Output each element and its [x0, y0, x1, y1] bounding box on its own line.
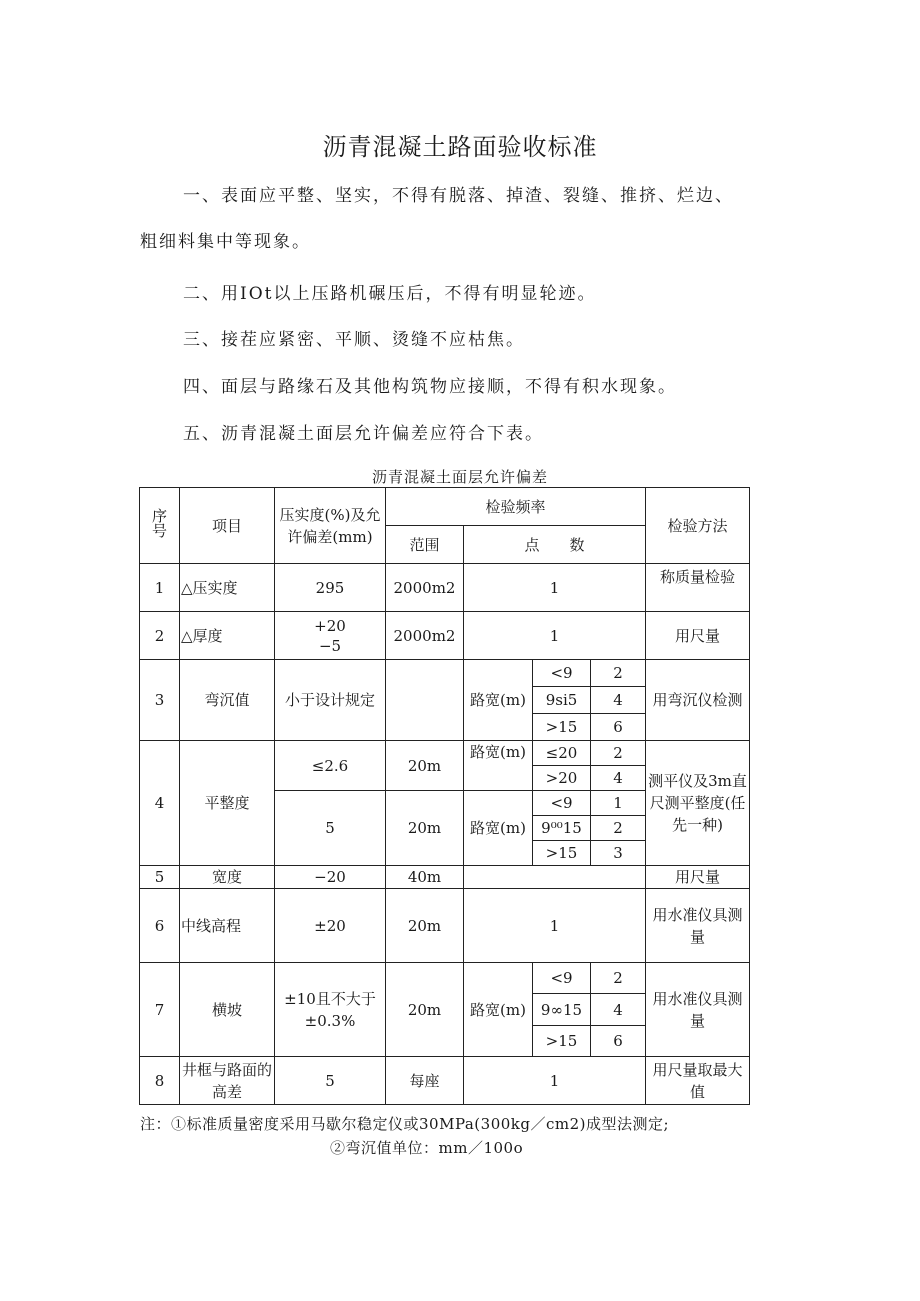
- cell-width-label: 路宽(m): [464, 660, 533, 741]
- cell-method: 用水准仪具测量: [646, 963, 750, 1057]
- cell-count: 4: [591, 687, 646, 714]
- cell-seq: 4: [140, 741, 180, 866]
- cell-item: 横坡: [180, 963, 275, 1057]
- cell-method: 用尺量: [646, 612, 750, 660]
- cell-count: 2: [591, 816, 646, 841]
- table-caption: 沥青混凝土面层允许偏差: [371, 468, 548, 486]
- table-row: [140, 564, 750, 612]
- cell-seq: 1: [140, 564, 180, 612]
- cell-method: 用水准仪具测量: [646, 889, 750, 963]
- cell-count: 4: [591, 766, 646, 791]
- note-2: ②弯沉值单位：mm／100o: [330, 1139, 524, 1157]
- item-1-line-1: 一、表面应平整、坚实，不得有脱落、掉渣、裂缝、推挤、烂边、: [183, 186, 734, 206]
- cell-tolerance: ±20: [275, 889, 386, 963]
- cell-points: 1: [464, 1057, 646, 1105]
- cell-width: >20: [533, 766, 591, 791]
- cell-count: 1: [591, 791, 646, 816]
- cell-width: 9si5: [533, 687, 591, 714]
- cell-item: 井框与路面的高差: [180, 1057, 275, 1105]
- page-title: 沥青混凝土路面验收标准: [322, 133, 598, 161]
- cell-width: <9: [533, 660, 591, 687]
- cell-width-label: 路宽(m): [464, 791, 533, 866]
- cell-seq: 3: [140, 660, 180, 741]
- tolerance-minus: −5: [318, 636, 342, 655]
- cell-tolerance: ±10且不大于±0.3%: [275, 963, 386, 1057]
- cell-seq: 8: [140, 1057, 180, 1105]
- cell-tolerance: 5: [275, 1057, 386, 1105]
- cell-points: 1: [464, 889, 646, 963]
- header-range: 范围: [386, 526, 464, 564]
- cell-range: 每座: [386, 1057, 464, 1105]
- cell-method: 用尺量取最大值: [646, 1057, 750, 1105]
- cell-tolerance: 5: [275, 791, 386, 866]
- item-3: 三、接茬应紧密、平顺、烫缝不应枯焦。: [183, 330, 525, 350]
- cell-points: 1: [464, 612, 646, 660]
- tolerance-table: [139, 487, 750, 1105]
- cell-count: 6: [591, 714, 646, 741]
- table-row: [140, 660, 750, 687]
- header-item: 项目: [180, 488, 275, 564]
- cell-count: 2: [591, 660, 646, 687]
- item-1: [140, 185, 790, 253]
- cell-item: 弯沉值: [180, 660, 275, 741]
- cell-item: 平整度: [180, 741, 275, 866]
- cell-width: <9: [533, 791, 591, 816]
- cell-method: 称质量检验: [646, 564, 750, 612]
- cell-method: 用弯沉仪检测: [646, 660, 750, 741]
- cell-range: 20m: [386, 741, 464, 791]
- cell-tolerance: −20: [275, 866, 386, 889]
- item-4: 四、面层与路缘石及其他构筑物应接顺，不得有积水现象。: [183, 377, 677, 397]
- header-seq: 序号: [140, 488, 180, 564]
- header-row: [140, 488, 750, 526]
- table-row: [140, 1057, 750, 1105]
- cell-range: 2000m2: [386, 612, 464, 660]
- cell-width: >15: [533, 1026, 591, 1057]
- cell-tolerance: 295: [275, 564, 386, 612]
- cell-range: 20m: [386, 889, 464, 963]
- cell-count: 6: [591, 1026, 646, 1057]
- item-5: 五、沥青混凝土面层允许偏差应符合下表。: [183, 424, 544, 444]
- cell-range: 20m: [386, 791, 464, 866]
- header-tolerance: 压实度(%)及允许偏差(mm): [275, 488, 386, 564]
- cell-width: >15: [533, 714, 591, 741]
- header-frequency: 检验频率: [386, 488, 646, 526]
- cell-range: 40m: [386, 866, 464, 889]
- header-method: 检验方法: [646, 488, 750, 564]
- cell-method: 测平仪及3m直尺测平整度(任先一种): [646, 741, 750, 866]
- cell-points: 1: [464, 564, 646, 612]
- table-row: [140, 889, 750, 963]
- cell-tolerance: 小于设计规定: [275, 660, 386, 741]
- cell-count: 2: [591, 741, 646, 766]
- table-row: [140, 612, 750, 660]
- cell-range: 20m: [386, 963, 464, 1057]
- cell-width: <9: [533, 963, 591, 994]
- cell-item: 宽度: [180, 866, 275, 889]
- cell-width-label: 路宽(m): [464, 741, 533, 791]
- cell-width: 9∞15: [533, 994, 591, 1026]
- cell-seq: 7: [140, 963, 180, 1057]
- item-2: 二、用IOt以上压路机碾压后，不得有明显轮迹。: [183, 284, 597, 304]
- cell-width: >15: [533, 841, 591, 866]
- item-1-line-2: 粗细料集中等现象。: [140, 232, 311, 252]
- cell-range: 2000m2: [386, 564, 464, 612]
- cell-item: △压实度: [180, 564, 275, 612]
- cell-count: 4: [591, 994, 646, 1026]
- cell-seq: 2: [140, 612, 180, 660]
- cell-method: 用尺量: [646, 866, 750, 889]
- note-1: 注：①标准质量密度采用马歇尔稳定仪或30MPa(300kg／cm2)成型法测定;: [140, 1115, 670, 1133]
- cell-width: 9⁰⁰15: [533, 816, 591, 841]
- table-row: [140, 963, 750, 994]
- cell-item: 中线高程: [180, 889, 275, 963]
- cell-points: [464, 866, 646, 889]
- header-points: 点 数: [464, 526, 646, 564]
- cell-count: 3: [591, 841, 646, 866]
- cell-width: ≤20: [533, 741, 591, 766]
- cell-tolerance: ≤2.6: [275, 741, 386, 791]
- table-row: [140, 866, 750, 889]
- tolerance-plus: +20: [314, 616, 346, 635]
- cell-range: [386, 660, 464, 741]
- cell-count: 2: [591, 963, 646, 994]
- cell-tolerance: [275, 612, 386, 660]
- cell-width-label: 路宽(m): [464, 963, 533, 1057]
- table-row: [140, 741, 750, 766]
- cell-seq: 5: [140, 866, 180, 889]
- cell-seq: 6: [140, 889, 180, 963]
- cell-item: △厚度: [180, 612, 275, 660]
